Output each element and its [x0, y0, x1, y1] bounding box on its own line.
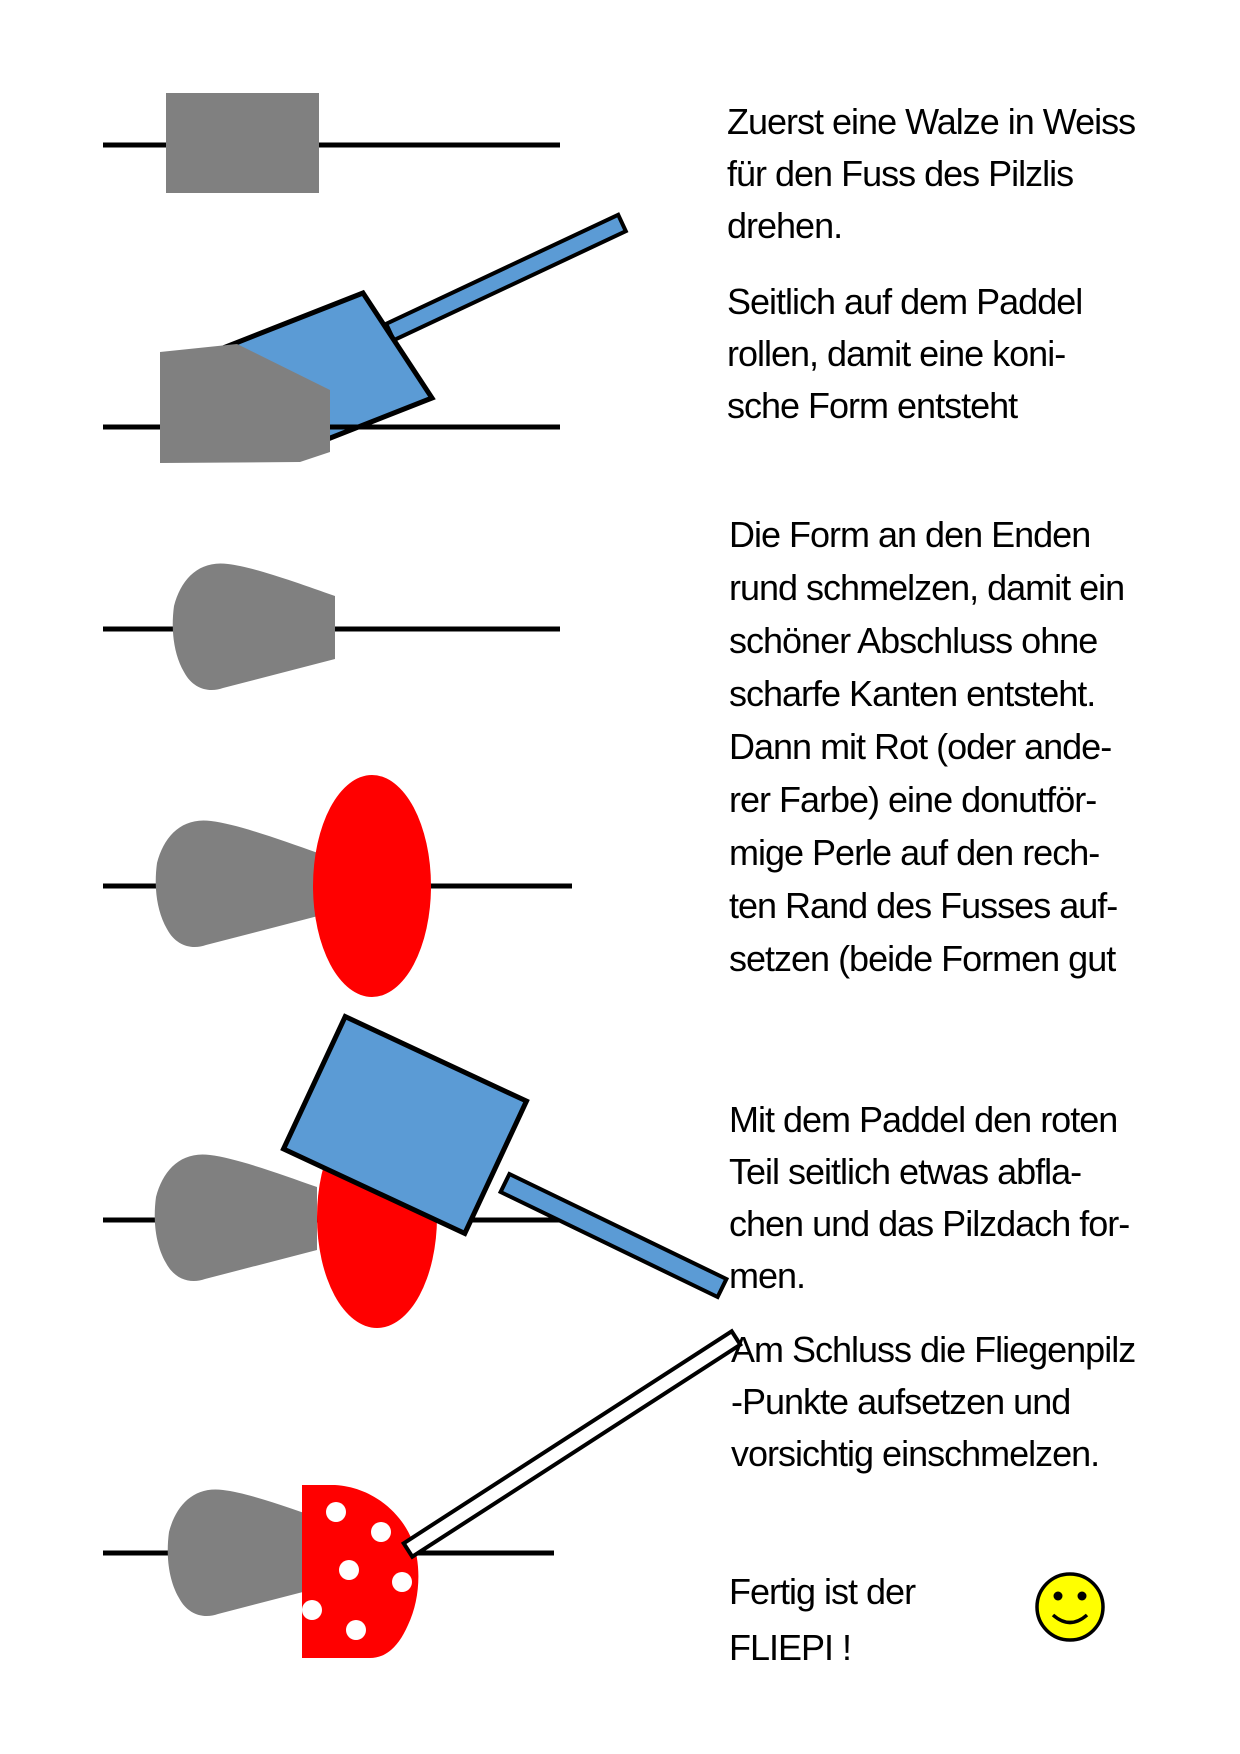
instruction-step-2 — [727, 276, 1082, 432]
smiley-eye — [1078, 1592, 1087, 1601]
figure-step5 — [103, 1017, 726, 1328]
cone-bead — [156, 820, 318, 947]
instruction-line: vorsichtig einschmelzen. — [731, 1433, 1100, 1474]
instruction-line: FLIEPI ! — [729, 1627, 852, 1668]
instruction-line: schöner Abschluss ohne — [729, 620, 1098, 661]
cone-bead — [155, 1154, 317, 1281]
smiley-icon — [1037, 1574, 1103, 1640]
smiley-eye — [1054, 1592, 1063, 1601]
instruction-line: Am Schluss die Fliegenpilz — [731, 1329, 1136, 1370]
instruction-line: mige Perle auf den rech- — [729, 832, 1100, 873]
figure-step1 — [103, 93, 560, 193]
instruction-step-3 — [729, 508, 1124, 985]
cap-dot — [326, 1502, 346, 1522]
instruction-line: rer Farbe) eine donutför- — [729, 779, 1097, 820]
instruction-line: Dann mit Rot (oder ande- — [729, 726, 1112, 767]
dots-rod — [404, 1331, 741, 1556]
figure-step2 — [103, 215, 626, 463]
instruction-line: scharfe Kanten entsteht. — [729, 673, 1096, 714]
figure-step6 — [103, 1331, 740, 1658]
instruction-line: setzen (beide Formen gut — [729, 938, 1116, 979]
paddle-handle — [501, 1174, 727, 1297]
cap-dot — [339, 1560, 359, 1580]
paddle-handle — [386, 215, 626, 340]
instruction-line: chen und das Pilzdach for- — [729, 1203, 1130, 1244]
instruction-line: Seitlich auf dem Paddel — [727, 281, 1083, 322]
instruction-line: Zuerst eine Walze in Weiss — [727, 101, 1136, 142]
finished-caption — [729, 1564, 915, 1676]
cap-dot — [371, 1522, 391, 1542]
instruction-line: Die Form an den Enden — [729, 514, 1091, 555]
red-donut-bead — [313, 775, 431, 997]
figure-step3 — [103, 563, 560, 690]
cap-dot — [346, 1620, 366, 1640]
instruction-line: ten Rand des Fusses auf- — [729, 885, 1118, 926]
instruction-step-1 — [727, 96, 1135, 252]
figure-step4 — [103, 775, 572, 997]
instruction-line: Teil seitlich etwas abfla- — [729, 1151, 1082, 1192]
instruction-line: men. — [729, 1255, 806, 1296]
instruction-line: -Punkte aufsetzen und — [731, 1381, 1071, 1422]
instruction-line: rund schmelzen, damit ein — [729, 567, 1125, 608]
cone-bead — [173, 563, 335, 690]
instruction-line: sche Form entsteht — [727, 385, 1018, 426]
glass-cylinder — [166, 93, 319, 193]
instruction-line: Mit dem Paddel den roten — [729, 1099, 1118, 1140]
instruction-line: rollen, damit eine koni- — [727, 333, 1066, 374]
instruction-step-5 — [731, 1324, 1135, 1480]
instruction-line: Fertig ist der — [729, 1571, 916, 1612]
cap-dot — [302, 1600, 322, 1620]
instruction-line: drehen. — [727, 205, 843, 246]
smiley-face — [1037, 1574, 1103, 1640]
cap-dot — [392, 1572, 412, 1592]
instruction-step-4 — [729, 1094, 1129, 1302]
instruction-line: für den Fuss des Pilzlis — [727, 153, 1074, 194]
